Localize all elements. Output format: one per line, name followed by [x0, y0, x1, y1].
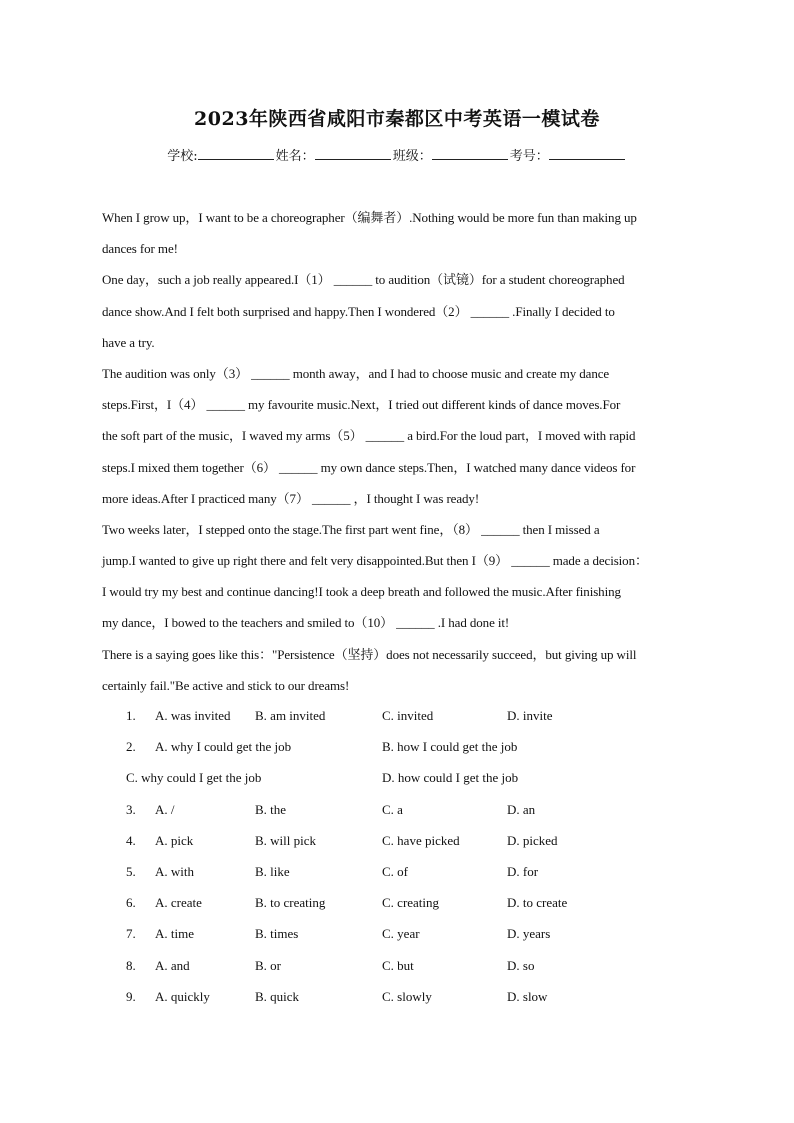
name-blank[interactable] [315, 146, 391, 160]
option-b[interactable]: B. will pick [255, 832, 317, 848]
question-3 [102, 794, 702, 825]
question-number: 7. [126, 926, 136, 942]
passage-line: The audition was only（3） ______ month away，and I had to choose music and create my dance [102, 365, 610, 381]
school-label: 学校: [167, 149, 198, 164]
option-d[interactable]: D. an [507, 801, 536, 817]
question-number: 5. [126, 863, 136, 879]
option-a[interactable]: A. and [155, 957, 190, 973]
option-c[interactable]: C. a [382, 801, 403, 817]
number-blank[interactable] [549, 146, 625, 160]
question-number: 3. [126, 801, 136, 817]
question-8 [102, 950, 702, 981]
question-number: 1. [126, 708, 136, 723]
option-c[interactable]: C. creating [382, 895, 440, 911]
name-label: 姓名： [275, 149, 315, 164]
option-a[interactable]: A. pick [155, 832, 194, 848]
option-a[interactable]: A. / [155, 801, 175, 817]
passage-line: When I grow up，I want to be a choreographer（编舞者）.Nothing would be more fun than making up [102, 210, 637, 225]
question-1 [102, 700, 702, 731]
question-2 [102, 731, 702, 762]
question-number: 9. [126, 988, 136, 1004]
option-d[interactable]: D. for [507, 863, 539, 879]
question-6 [102, 887, 702, 918]
option-a[interactable]: A. create [155, 895, 202, 911]
passage-line: dances for me! [102, 241, 178, 257]
option-c[interactable]: C. why could I get the job [126, 770, 262, 786]
passage-line: steps.I mixed them together（6） ______ my own dance steps.Then，I watched many dance videos for [102, 459, 636, 475]
passage-line: the soft part of the music，I waved my arms（5） ______ a bird.For the loud part，I moved with rapid [102, 428, 636, 444]
option-d[interactable]: D. invite [507, 708, 553, 723]
question-7 [102, 918, 702, 949]
option-d[interactable]: D. to create [507, 895, 568, 911]
option-a[interactable]: A. quickly [155, 988, 210, 1004]
option-b[interactable]: B. how I could get the job [382, 739, 518, 755]
option-c[interactable]: C. year [382, 926, 420, 942]
school-blank[interactable] [198, 146, 274, 160]
passage-line: There is a saying goes like this："Persistence（坚持）does not necessarily succeed，but giving up will [102, 646, 637, 662]
passage-line: I would try my best and continue dancing!I took a deep breath and followed the music.After finishing [102, 584, 621, 600]
option-d[interactable]: D. slow [507, 988, 548, 1004]
passage-line: steps.First，I（4） ______ my favourite music.Next，I tried out different kinds of dance moves.For [102, 397, 621, 413]
passage-line: certainly fail."Be active and stick to our dreams! [102, 677, 350, 693]
passage-line: One day，such a job really appeared.I（1） ______ to audition（试镜）for a student choreographed [102, 272, 625, 288]
question-5 [102, 856, 702, 887]
option-d[interactable]: D. years [507, 926, 551, 942]
question-number: 8. [126, 957, 136, 973]
class-blank[interactable] [432, 146, 508, 160]
option-b[interactable]: B. times [255, 926, 299, 942]
question-2-continued [102, 762, 702, 793]
answer-options [102, 700, 702, 1012]
question-number: 6. [126, 895, 136, 911]
student-info-line [0, 145, 794, 164]
number-label: 考号： [509, 149, 549, 164]
passage-line: more ideas.After I practiced many（7） ______ ，I thought I was ready! [102, 490, 480, 506]
option-b[interactable]: B. am invited [255, 708, 326, 723]
option-c[interactable]: C. invited [382, 708, 434, 723]
option-a[interactable]: A. with [155, 863, 194, 879]
option-c[interactable]: C. but [382, 957, 414, 973]
question-number: 2. [126, 739, 136, 755]
option-b[interactable]: B. or [255, 957, 281, 973]
option-d[interactable]: D. so [507, 957, 535, 973]
option-b[interactable]: B. the [255, 801, 287, 817]
option-c[interactable]: C. of [382, 863, 408, 879]
question-number: 4. [126, 832, 136, 848]
option-a[interactable]: A. why I could get the job [155, 739, 292, 755]
question-9 [102, 981, 702, 1012]
option-d[interactable]: D. how could I get the job [382, 770, 519, 786]
passage-line: Two weeks later，I stepped onto the stage.The first part went fine，（8） ______ then I missed a [102, 521, 600, 537]
passage-line: have a try. [102, 334, 155, 350]
option-b[interactable]: B. quick [255, 988, 300, 1004]
reading-passage [102, 202, 702, 701]
page-title: 2023年陕西省咸阳市秦都区中考英语一模试卷 [194, 108, 600, 130]
question-4 [102, 825, 702, 856]
option-a[interactable]: A. was invited [155, 708, 231, 723]
option-b[interactable]: B. to creating [255, 895, 326, 911]
option-c[interactable]: C. have picked [382, 832, 460, 848]
option-d[interactable]: D. picked [507, 832, 558, 848]
option-c[interactable]: C. slowly [382, 988, 432, 1004]
passage-line: my dance，I bowed to the teachers and smiled to（10） ______ .I had done it! [102, 615, 510, 631]
class-label: 班级： [392, 149, 432, 164]
passage-line: jump.I wanted to give up right there and felt very disappointed.But then I（9） ______ made a decision： [102, 553, 648, 569]
option-a[interactable]: A. time [155, 926, 194, 942]
option-b[interactable]: B. like [255, 863, 290, 879]
passage-line: dance show.And I felt both surprised and happy.Then I wondered（2） ______ .Finally I decided to [102, 303, 615, 319]
